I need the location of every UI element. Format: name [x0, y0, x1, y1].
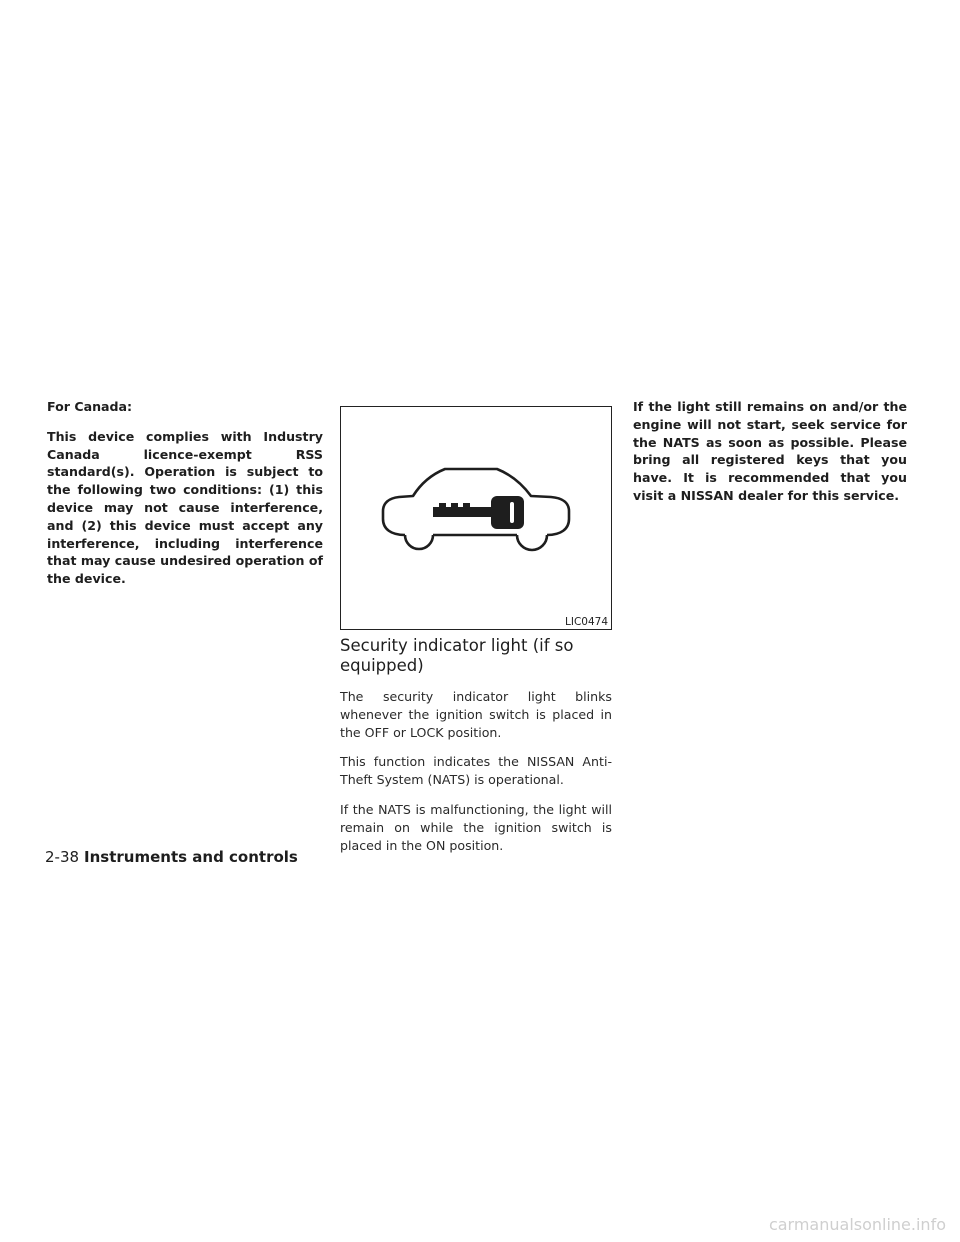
right-column — [633, 398, 907, 517]
paragraph-operational: This function indicates the NISSAN Anti-Theft System (NATS) is operational. — [340, 754, 612, 788]
page-number: 2-38 — [45, 848, 80, 866]
figure-code: LIC0474 — [565, 616, 608, 628]
canada-heading: For Canada: — [47, 399, 133, 414]
footer-section-name: Instruments and controls — [84, 848, 298, 866]
left-column — [47, 398, 323, 600]
paragraph-malfunction: If the NATS is malfunctioning, the light will remain on while the ignition switch is placed in the ON position. — [340, 801, 612, 853]
car-key-icon — [341, 407, 611, 629]
security-indicator-figure — [340, 406, 612, 630]
watermark: carmanualsonline.info — [768, 1215, 946, 1234]
page-footer — [45, 847, 298, 867]
service-advice-text: If the light still remains on and/or the engine will not start, seek service for the NATS as soon as possible. Please bring all registered keys that you have. It is recommended that you visit a NISSAN dealer for this service. — [633, 399, 907, 503]
middle-column — [340, 406, 612, 866]
paragraph-blink: The security indicator light blinks whenever the ignition switch is placed in the OFF or LOCK position. — [340, 689, 612, 740]
canada-compliance-text: This device complies with Industry Canada licence-exempt RSS standard(s). Operation is subject to the following two conditions: (1) this device may not cause interference, and (2) this device must accept any interference, including interference that may cause undesired operation of the device. — [47, 428, 323, 587]
section-title: Security indicator light (if so equipped) — [340, 636, 574, 675]
